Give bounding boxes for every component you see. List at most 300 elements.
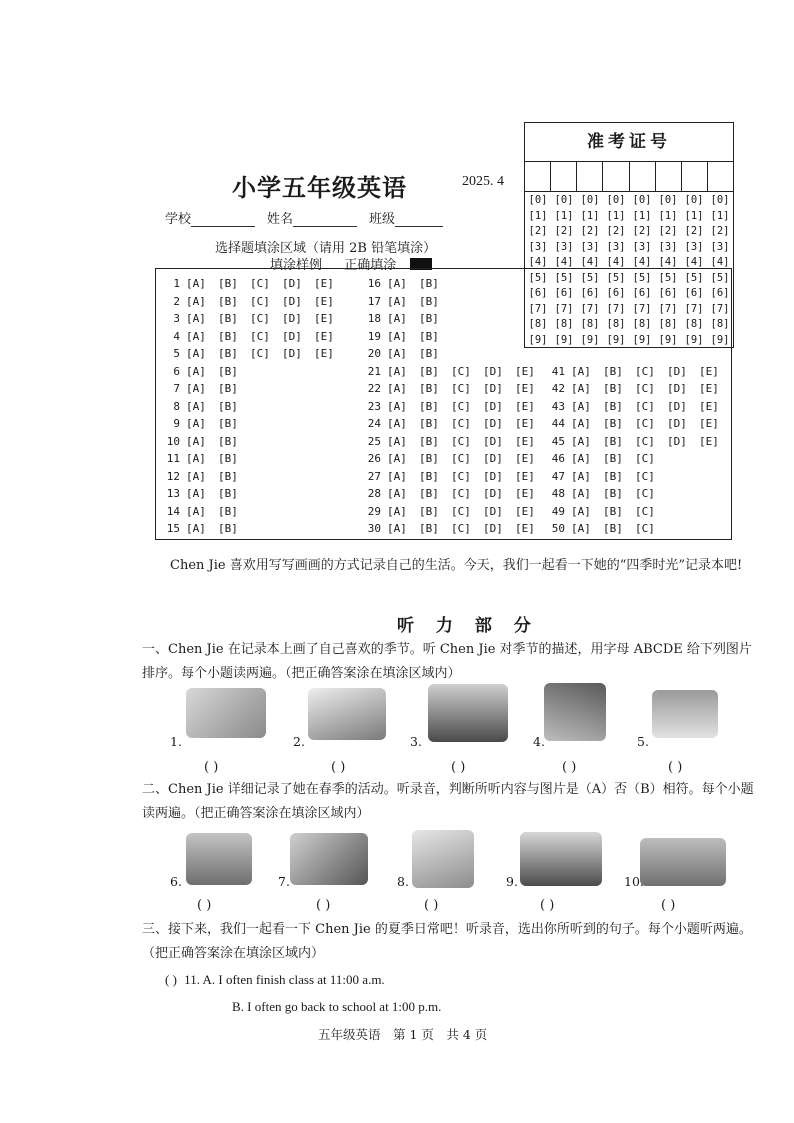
admission-digit-bubble[interactable]: [7] xyxy=(684,302,704,315)
q1-answer-blank-3[interactable]: ( ) xyxy=(451,760,466,775)
answer-bubble[interactable]: [C] xyxy=(635,434,655,448)
answer-bubble[interactable]: [B] xyxy=(419,294,439,308)
q1-answer-blank-4[interactable]: ( ) xyxy=(562,760,577,775)
admission-digit-bubble[interactable]: [0] xyxy=(710,194,730,206)
admission-digit-bubble[interactable]: [9] xyxy=(658,333,678,346)
admission-digit-bubble[interactable]: [7] xyxy=(554,302,574,315)
answer-bubble[interactable]: [A] xyxy=(387,399,407,413)
admission-digit-bubble[interactable]: [1] xyxy=(710,209,730,222)
answer-bubble[interactable]: [D] xyxy=(483,382,503,395)
answer-bubble[interactable]: [B] xyxy=(419,364,439,378)
answer-row xyxy=(361,363,547,381)
question-number: 13 xyxy=(166,487,180,500)
name-field[interactable] xyxy=(293,208,357,227)
question-number: 11 xyxy=(166,452,180,465)
answer-bubble[interactable]: [B] xyxy=(218,452,238,465)
answer-bubble[interactable]: [A] xyxy=(387,417,407,430)
answer-bubble[interactable]: [A] xyxy=(387,487,407,500)
admission-digit-bubble[interactable]: [9] xyxy=(606,333,626,346)
admission-digit-bubble[interactable]: [0] xyxy=(632,194,652,206)
answer-bubble[interactable]: [A] xyxy=(571,399,591,413)
answer-bubble[interactable]: [B] xyxy=(603,434,623,448)
answer-bubble[interactable]: [C] xyxy=(451,522,471,535)
answer-bubble[interactable]: [D] xyxy=(282,347,302,360)
admission-digit-bubble[interactable]: [3] xyxy=(684,240,704,253)
answer-row xyxy=(361,485,547,503)
answer-bubble[interactable]: [D] xyxy=(483,469,503,483)
answer-bubble[interactable]: [A] xyxy=(186,504,206,518)
admission-digit-bubble[interactable]: [0] xyxy=(528,194,548,206)
winter-snowman-picture xyxy=(308,688,386,740)
answer-bubble[interactable]: [B] xyxy=(419,452,439,465)
admission-digit-bubble[interactable]: [8] xyxy=(684,318,704,330)
admission-digit-bubble[interactable]: [6] xyxy=(606,287,626,299)
admission-digit-bubble[interactable]: [6] xyxy=(710,287,730,299)
q1-item-3: 3. xyxy=(410,734,422,749)
answer-bubble[interactable]: [A] xyxy=(387,434,407,448)
admission-digit-bubble[interactable]: [4] xyxy=(580,256,600,268)
answer-bubble[interactable]: [A] xyxy=(186,452,206,465)
answer-row xyxy=(545,468,667,486)
family-walking-picture xyxy=(640,838,726,886)
admission-digit-bubble[interactable]: [0] xyxy=(580,194,600,206)
q2-answer-blank-10[interactable]: ( ) xyxy=(661,898,676,913)
admission-digit-bubble[interactable]: [2] xyxy=(632,225,652,237)
answer-bubble[interactable]: [C] xyxy=(635,364,655,378)
answer-row xyxy=(361,293,451,311)
answer-bubble[interactable]: [E] xyxy=(515,522,535,535)
planting-tree-picture xyxy=(412,830,474,888)
admission-digit-bubble[interactable]: [5] xyxy=(606,271,626,284)
admission-digit-bubble[interactable]: [2] xyxy=(710,225,730,237)
answer-bubble[interactable]: [B] xyxy=(419,399,439,413)
question-number: 23 xyxy=(367,399,381,413)
answer-bubble[interactable]: [D] xyxy=(282,277,302,290)
answer-bubble[interactable]: [A] xyxy=(186,469,206,483)
answer-bubble[interactable]: [B] xyxy=(218,469,238,483)
page-footer: 五年级英语 第 1 页 共 4 页 xyxy=(318,1027,488,1042)
answer-bubble[interactable]: [E] xyxy=(314,312,334,325)
admission-digit-bubble[interactable]: [6] xyxy=(554,287,574,299)
admission-digit-bubble[interactable]: [3] xyxy=(554,240,574,253)
answer-bubble[interactable]: [B] xyxy=(419,382,439,395)
answer-bubble[interactable]: [A] xyxy=(571,364,591,378)
admission-digit-bubble[interactable]: [2] xyxy=(684,225,704,237)
q1-answer-blank-1[interactable]: ( ) xyxy=(204,760,219,775)
question-number: 45 xyxy=(551,434,565,448)
question-number: 9 xyxy=(173,417,180,430)
answer-bubble[interactable]: [C] xyxy=(250,329,270,343)
answer-bubble[interactable]: [E] xyxy=(699,434,719,448)
admission-digit-bubble[interactable]: [1] xyxy=(554,209,574,222)
answer-bubble[interactable]: [A] xyxy=(387,469,407,483)
admission-digit-bubble[interactable]: [9] xyxy=(554,333,574,346)
question-number: 19 xyxy=(367,329,381,343)
answer-bubble[interactable]: [A] xyxy=(387,364,407,378)
admission-digit-bubble[interactable]: [6] xyxy=(658,287,678,299)
answer-bubble[interactable]: [B] xyxy=(419,469,439,483)
answer-bubble[interactable]: [E] xyxy=(515,487,535,500)
admission-digit-bubble[interactable]: [8] xyxy=(554,318,574,330)
answer-bubble[interactable]: [B] xyxy=(603,487,623,500)
answer-bubble[interactable]: [D] xyxy=(667,399,687,413)
answer-bubble[interactable]: [B] xyxy=(218,434,238,448)
answer-bubble[interactable]: [D] xyxy=(483,504,503,518)
answer-row xyxy=(160,345,346,363)
answer-bubble[interactable]: [D] xyxy=(667,364,687,378)
answer-bubble[interactable]: [B] xyxy=(419,487,439,500)
answer-bubble[interactable]: [A] xyxy=(387,294,407,308)
answer-bubble[interactable]: [C] xyxy=(250,347,270,360)
answer-bubble[interactable]: [C] xyxy=(635,522,655,535)
question-number: 10 xyxy=(166,434,180,448)
answer-bubble[interactable]: [B] xyxy=(218,329,238,343)
admission-digit-bubble[interactable]: [5] xyxy=(684,271,704,284)
answer-row xyxy=(160,380,250,398)
answer-bubble[interactable]: [B] xyxy=(603,399,623,413)
admission-digit-bubble[interactable]: [8] xyxy=(606,318,626,330)
answer-bubble[interactable]: [E] xyxy=(515,469,535,483)
answer-bubble[interactable]: [C] xyxy=(451,452,471,465)
name-label: 姓名 xyxy=(267,212,294,227)
answer-bubble[interactable]: [C] xyxy=(451,399,471,413)
admission-digit-bubble[interactable]: [0] xyxy=(554,194,574,206)
answer-bubble[interactable]: [B] xyxy=(603,382,623,395)
admission-digit-bubble[interactable]: [0] xyxy=(658,194,678,206)
admission-digit-bubble[interactable]: [1] xyxy=(632,209,652,222)
answer-bubble[interactable]: [A] xyxy=(387,382,407,395)
answer-bubble[interactable]: [E] xyxy=(699,364,719,378)
admission-digit-bubble[interactable]: [2] xyxy=(606,225,626,237)
answer-bubble[interactable]: [D] xyxy=(483,487,503,500)
answer-bubble[interactable]: [A] xyxy=(186,364,206,378)
answer-bubble[interactable]: [A] xyxy=(387,522,407,535)
class-label: 班级 xyxy=(369,212,396,227)
answer-bubble[interactable]: [B] xyxy=(218,522,238,535)
sweeping-floor-picture xyxy=(520,832,602,886)
answer-bubble[interactable]: [C] xyxy=(635,399,655,413)
question-number: 47 xyxy=(551,469,565,483)
answer-bubble[interactable]: [A] xyxy=(186,329,206,343)
admission-digit-bubble[interactable]: [3] xyxy=(658,240,678,253)
answer-bubble[interactable]: [A] xyxy=(186,312,206,325)
q1-answer-blank-2[interactable]: ( ) xyxy=(331,760,346,775)
q1-item-2: 2. xyxy=(293,734,305,749)
admission-digit-bubble[interactable]: [9] xyxy=(632,333,652,346)
answer-bubble[interactable]: [B] xyxy=(603,469,623,483)
answer-bubble[interactable]: [C] xyxy=(451,364,471,378)
q2-answer-blank-7[interactable]: ( ) xyxy=(316,898,331,913)
answer-row xyxy=(160,520,250,538)
answer-bubble[interactable]: [E] xyxy=(314,347,334,360)
answer-bubble[interactable]: [A] xyxy=(186,294,206,308)
answer-bubble[interactable]: [B] xyxy=(603,452,623,465)
answer-bubble[interactable]: [A] xyxy=(186,434,206,448)
answer-bubble[interactable]: [C] xyxy=(451,487,471,500)
answer-bubble[interactable]: [D] xyxy=(282,294,302,308)
admission-digit-bubble[interactable]: [6] xyxy=(528,287,548,299)
answer-bubble[interactable]: [A] xyxy=(571,434,591,448)
answer-bubble[interactable]: [C] xyxy=(451,504,471,518)
answer-row xyxy=(545,520,667,538)
q1-answer-blank-5[interactable]: ( ) xyxy=(668,760,683,775)
answer-bubble[interactable]: [D] xyxy=(483,452,503,465)
answer-bubble[interactable]: [C] xyxy=(250,312,270,325)
answer-bubble[interactable]: [E] xyxy=(515,399,535,413)
q2-answer-blank-6[interactable]: ( ) xyxy=(197,898,212,913)
question-number: 2 xyxy=(173,294,180,308)
admission-digit-bubble[interactable]: [0] xyxy=(606,194,626,206)
q3-item-11-option-b: B. I often go back to school at 1:00 p.m. xyxy=(232,999,442,1014)
answer-bubble[interactable]: [D] xyxy=(483,364,503,378)
class-field[interactable] xyxy=(395,208,443,227)
answer-bubble[interactable]: [C] xyxy=(250,294,270,308)
admission-digit-bubble[interactable]: [8] xyxy=(528,318,548,330)
admission-digit-bubble[interactable]: [1] xyxy=(606,209,626,222)
question-number: 14 xyxy=(166,504,180,518)
answer-bubble[interactable]: [E] xyxy=(314,277,334,290)
question-number: 20 xyxy=(367,347,381,360)
admission-digit-bubble[interactable]: [7] xyxy=(632,302,652,315)
answer-bubble[interactable]: [B] xyxy=(419,522,439,535)
answer-bubble[interactable]: [B] xyxy=(603,364,623,378)
question-number: 48 xyxy=(551,487,565,500)
answer-row xyxy=(361,433,547,451)
admission-digit-bubble[interactable]: [8] xyxy=(580,318,600,330)
q1-item-4: 4. xyxy=(533,734,545,749)
answer-bubble[interactable]: [E] xyxy=(515,452,535,465)
q2-answer-blank-9[interactable]: ( ) xyxy=(540,898,555,913)
question-number: 41 xyxy=(551,364,565,378)
admission-digit-bubble[interactable]: [8] xyxy=(632,318,652,330)
correct-label: 正确填涂 xyxy=(344,258,397,273)
admission-digit-bubble[interactable]: [4] xyxy=(684,256,704,268)
answer-bubble[interactable]: [D] xyxy=(667,382,687,395)
answer-bubble[interactable]: [C] xyxy=(635,487,655,500)
question-number: 26 xyxy=(367,452,381,465)
answer-bubble[interactable]: [E] xyxy=(699,399,719,413)
q3-answer-blank-11[interactable]: ( ) xyxy=(165,972,177,987)
admission-digit-bubble[interactable]: [7] xyxy=(528,302,548,315)
answer-bubble[interactable]: [A] xyxy=(571,504,591,518)
answer-bubble[interactable]: [B] xyxy=(218,364,238,378)
answer-bubble[interactable]: [C] xyxy=(635,417,655,430)
question-number: 1 xyxy=(173,277,180,290)
admission-digit-bubble[interactable]: [4] xyxy=(528,256,548,268)
answer-bubble[interactable]: [B] xyxy=(603,417,623,430)
admission-title: 准考证号 xyxy=(525,123,733,162)
answer-bubble[interactable]: [A] xyxy=(571,382,591,395)
answer-bubble[interactable]: [D] xyxy=(667,434,687,448)
answer-bubble[interactable]: [D] xyxy=(483,399,503,413)
admission-digit-bubble[interactable]: [7] xyxy=(580,302,600,315)
answer-bubble[interactable]: [A] xyxy=(387,504,407,518)
answer-bubble[interactable]: [A] xyxy=(186,487,206,500)
answer-bubble[interactable]: [C] xyxy=(451,469,471,483)
answer-bubble[interactable]: [B] xyxy=(218,487,238,500)
answer-bubble[interactable]: [B] xyxy=(218,294,238,308)
admission-digit-bubble[interactable]: [5] xyxy=(658,271,678,284)
student-info-row xyxy=(165,208,443,227)
admission-digit-bubble[interactable]: [2] xyxy=(528,225,548,237)
answer-bubble[interactable]: [B] xyxy=(218,399,238,413)
answer-bubble[interactable]: [C] xyxy=(250,277,270,290)
admission-digit-bubble[interactable]: [4] xyxy=(606,256,626,268)
admission-digit-bubble[interactable]: [9] xyxy=(580,333,600,346)
admission-digit-bubble[interactable]: [1] xyxy=(580,209,600,222)
answer-bubble[interactable]: [C] xyxy=(451,434,471,448)
admission-digit-bubble[interactable]: [2] xyxy=(658,225,678,237)
answer-bubble[interactable]: [C] xyxy=(451,382,471,395)
answer-bubble[interactable]: [A] xyxy=(387,347,407,360)
admission-digit-bubble[interactable]: [2] xyxy=(554,225,574,237)
answer-bubble[interactable]: [D] xyxy=(667,417,687,430)
admission-digit-bubble[interactable]: [2] xyxy=(580,225,600,237)
admission-digit-bubble[interactable]: [3] xyxy=(632,240,652,253)
answer-bubble[interactable]: [E] xyxy=(515,417,535,430)
answer-bubble[interactable]: [B] xyxy=(603,522,623,535)
admission-digit-bubble[interactable]: [4] xyxy=(710,256,730,268)
q1-item-1: 1. xyxy=(170,734,182,749)
admission-digit-bubble[interactable]: [4] xyxy=(632,256,652,268)
answer-row xyxy=(361,380,547,398)
answer-bubble[interactable]: [D] xyxy=(282,312,302,325)
answer-bubble[interactable]: [A] xyxy=(571,417,591,430)
school-field[interactable] xyxy=(191,208,255,227)
answer-bubble[interactable]: [C] xyxy=(635,452,655,465)
q3-item-11-option-a: 11. A. I often finish class at 11:00 a.m. xyxy=(184,972,385,987)
answer-bubble[interactable]: [A] xyxy=(186,347,206,360)
admission-digit-bubble[interactable]: [9] xyxy=(684,333,704,346)
answer-bubble[interactable]: [C] xyxy=(635,382,655,395)
admission-digit-bubble[interactable]: [5] xyxy=(710,271,730,284)
answer-bubble[interactable]: [A] xyxy=(571,469,591,483)
answer-bubble[interactable]: [B] xyxy=(218,277,238,290)
answer-row xyxy=(160,275,346,293)
admission-digit-bubble[interactable]: [1] xyxy=(528,209,548,222)
answer-bubble[interactable]: [B] xyxy=(419,434,439,448)
admission-digit-bubble[interactable]: [3] xyxy=(606,240,626,253)
admission-digit-bubble[interactable]: [6] xyxy=(580,287,600,299)
admission-digit-bubble[interactable]: [3] xyxy=(580,240,600,253)
answer-bubble[interactable]: [A] xyxy=(186,399,206,413)
answer-bubble[interactable]: [C] xyxy=(635,504,655,518)
admission-digit-bubble[interactable]: [1] xyxy=(658,209,678,222)
answer-bubble[interactable]: [E] xyxy=(515,434,535,448)
answer-bubble[interactable]: [D] xyxy=(483,522,503,535)
answer-bubble[interactable]: [E] xyxy=(515,504,535,518)
kids-umbrella-picture xyxy=(290,833,368,885)
answer-bubble[interactable]: [B] xyxy=(419,312,439,325)
answer-bubble[interactable]: [A] xyxy=(186,522,206,535)
answer-bubble[interactable]: [B] xyxy=(218,504,238,518)
answer-bubble[interactable]: [B] xyxy=(603,504,623,518)
answer-bubble[interactable]: [C] xyxy=(635,469,655,483)
answer-bubble[interactable]: [B] xyxy=(218,312,238,325)
answer-bubble[interactable]: [A] xyxy=(571,452,591,465)
answer-bubble[interactable]: [E] xyxy=(314,329,334,343)
answer-bubble[interactable]: [B] xyxy=(419,504,439,518)
bubble-answer-sheet[interactable] xyxy=(155,268,732,540)
answer-bubble[interactable]: [B] xyxy=(419,277,439,290)
admission-digit-bubble[interactable]: [4] xyxy=(658,256,678,268)
answer-bubble[interactable]: [B] xyxy=(419,329,439,343)
admission-digit-bubble[interactable]: [0] xyxy=(684,194,704,206)
answer-bubble[interactable]: [A] xyxy=(387,312,407,325)
q2-answer-blank-8[interactable]: ( ) xyxy=(424,898,439,913)
admission-digit-bubble[interactable]: [9] xyxy=(710,333,730,346)
admission-digit-bubble[interactable]: [5] xyxy=(632,271,652,284)
section-title: 听 力 部 分 xyxy=(397,616,539,636)
question-number: 3 xyxy=(173,312,180,325)
admission-write-cells[interactable] xyxy=(525,161,733,192)
answer-bubble[interactable]: [D] xyxy=(483,417,503,430)
answer-row xyxy=(160,415,250,433)
answer-bubble[interactable]: [A] xyxy=(387,452,407,465)
q2-item-7: 7. xyxy=(278,874,290,889)
answer-bubble[interactable]: [D] xyxy=(483,434,503,448)
admission-digit-bubble[interactable]: [7] xyxy=(710,302,730,315)
autumn-leaves-picture xyxy=(544,683,606,741)
answer-row xyxy=(545,415,731,433)
answer-bubble[interactable]: [A] xyxy=(571,487,591,500)
q2-item-9: 9. xyxy=(506,874,518,889)
intro-text: Chen Jie 喜欢用写写画画的方式记录自己的生活。今天，我们一起看一下她的“四季时光”记录本吧! xyxy=(170,558,743,573)
admission-digit-bubble[interactable]: [3] xyxy=(528,240,548,253)
admission-digit-bubble[interactable]: [6] xyxy=(684,287,704,299)
answer-bubble[interactable]: [A] xyxy=(186,417,206,430)
question-number: 12 xyxy=(166,469,180,483)
kite-spring-picture xyxy=(428,684,508,742)
answer-bubble[interactable]: [E] xyxy=(515,364,535,378)
admission-digit-bubble[interactable]: [5] xyxy=(528,271,548,284)
answer-bubble[interactable]: [C] xyxy=(451,417,471,430)
answer-bubble[interactable]: [A] xyxy=(387,277,407,290)
answer-bubble[interactable]: [A] xyxy=(571,522,591,535)
answer-bubble[interactable]: [B] xyxy=(419,417,439,430)
answer-row xyxy=(545,363,731,381)
admission-digit-bubble[interactable]: [5] xyxy=(580,271,600,284)
admission-digit-bubble[interactable]: [5] xyxy=(554,271,574,284)
answer-bubble[interactable]: [B] xyxy=(218,417,238,430)
answer-bubble[interactable]: [B] xyxy=(218,382,238,395)
answer-row xyxy=(361,520,547,538)
admission-digit-bubble[interactable]: [9] xyxy=(528,333,548,346)
answer-bubble[interactable]: [B] xyxy=(218,347,238,360)
answer-bubble[interactable]: [A] xyxy=(186,277,206,290)
admission-digit-bubble[interactable]: [3] xyxy=(710,240,730,253)
q2-item-8: 8. xyxy=(397,874,409,889)
answer-bubble[interactable]: [A] xyxy=(387,329,407,343)
answer-bubble[interactable]: [E] xyxy=(515,382,535,395)
answer-row xyxy=(160,328,346,346)
answer-bubble[interactable]: [D] xyxy=(282,329,302,343)
admission-digit-bubble[interactable]: [6] xyxy=(632,287,652,299)
admission-digit-bubble[interactable]: [8] xyxy=(710,318,730,330)
question-number: 44 xyxy=(551,417,565,430)
admission-digit-bubble[interactable]: [4] xyxy=(554,256,574,268)
admission-digit-bubble[interactable]: [1] xyxy=(684,209,704,222)
admission-digit-bubble[interactable]: [8] xyxy=(658,318,678,330)
q3-instruction: 三、接下来，我们一起看一下 Chen Jie 的夏季日常吧！听录音，选出你所听到的句子。每个小题听两遍。（把正确答案涂在填涂区域内） xyxy=(142,922,752,961)
answer-bubble[interactable]: [B] xyxy=(419,347,439,360)
answer-bubble[interactable]: [A] xyxy=(186,382,206,395)
admission-digit-bubble[interactable]: [7] xyxy=(658,302,678,315)
answer-bubble[interactable]: [E] xyxy=(314,294,334,308)
answer-bubble[interactable]: [E] xyxy=(699,417,719,430)
admission-digit-bubble[interactable]: [7] xyxy=(606,302,626,315)
answer-bubble[interactable]: [E] xyxy=(699,382,719,395)
